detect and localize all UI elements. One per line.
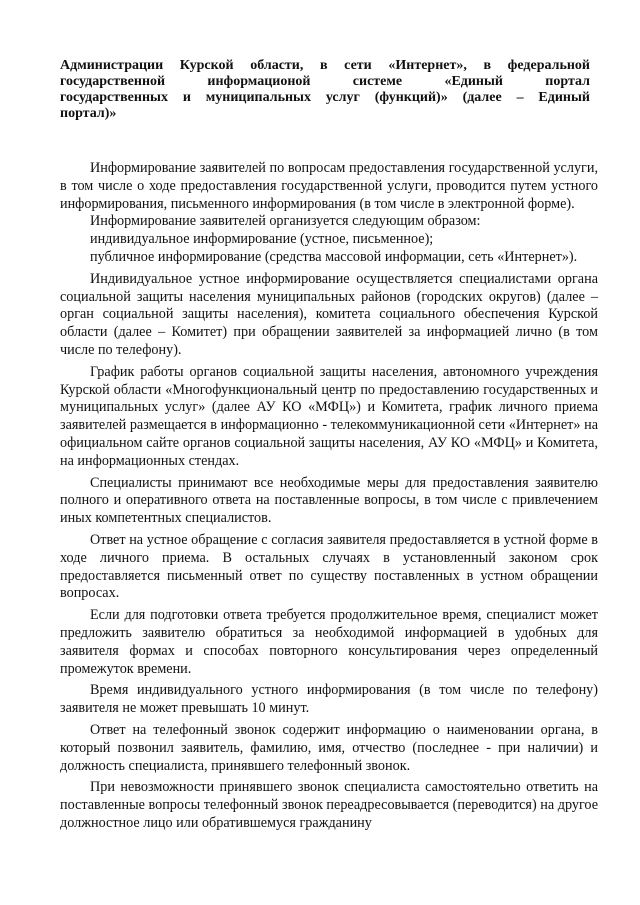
paragraph: индивидуальное информирование (устное, письменное);	[90, 231, 434, 248]
document-body	[60, 160, 598, 833]
paragraph: Ответ на устное обращение с согласия заявителя предоставляется в устной форме в ходе личного приема. В остальных случаях в установленный законом срок предоставляется письменный ответ по существу поставленных в устном обращении вопросах.	[60, 531, 598, 602]
heading-line: портал)»	[60, 106, 117, 121]
paragraph: Специалисты принимают все необходимые меры для предоставления заявителю полного и оперативного ответа на поставленные вопросы, в том числе с привлечением иных компетентных специалистов.	[60, 474, 598, 527]
heading-line: государственных и муниципальных услуг (функций)» (далее – Единый	[60, 90, 590, 105]
paragraph: Время индивидуального устного информирования (в том числе по телефону) заявителя не может превышать 10 минут.	[60, 682, 598, 717]
section-heading	[60, 58, 590, 122]
paragraph: Информирование заявителей организуется следующим образом:	[90, 213, 481, 230]
paragraph: При невозможности принявшего звонок специалиста самостоятельно ответить на поставленные вопросы телефонный звонок переадресовывается (переводится) на другое должностное лицо или обратившемуся гражданину	[60, 779, 598, 831]
heading-line: Администрации Курской области, в сети «Интернет», в федеральной	[60, 58, 590, 73]
paragraph: Ответ на телефонный звонок содержит информацию о наименовании органа, в который позвонил заявитель, фамилию, имя, отчество (последнее - при наличии) и должность специалиста, принявшего телефонный звонок.	[60, 721, 598, 774]
paragraph: График работы органов социальной защиты населения, автономного учреждения Курской области «Многофункциональный центр по предоставлению государственных и муниципальных услуг» (далее АУ КО «МФЦ») и Комитета, график личного приема заявителей размещается в информационно - телекоммуникационной сети «Интернет» на официальном сайте органов социальной защиты населения, АУ КО «МФЦ» и Комитета, на информационных стендах.	[60, 363, 598, 469]
paragraph: Индивидуальное устное информирование осуществляется специалистами органа социальной защиты населения муниципальных районов (городских округов) (далее – орган социальной защиты населения), комитета социального обеспечения Курской области (далее – Комитет) при обращении заявителей за информацией лично (в том числе по телефону).	[60, 270, 598, 358]
paragraph: публичное информирование (средства массовой информации, сеть «Интернет»).	[90, 248, 578, 265]
paragraph: Если для подготовки ответа требуется продолжительное время, специалист может предложить заявителю обратиться за необходимой информацией в удобных для заявителя формах и способах повторного консультирования через определенный промежуток времени.	[60, 607, 598, 677]
paragraph: Информирование заявителей по вопросам предоставления государственной услуги, в том числе о ходе предоставления государственной услуги, проводится путем устного информирования, письменного информирования (в том числе в электронной форме).	[60, 160, 598, 212]
heading-line: государственной информационой системе «Единый портал	[60, 74, 590, 89]
